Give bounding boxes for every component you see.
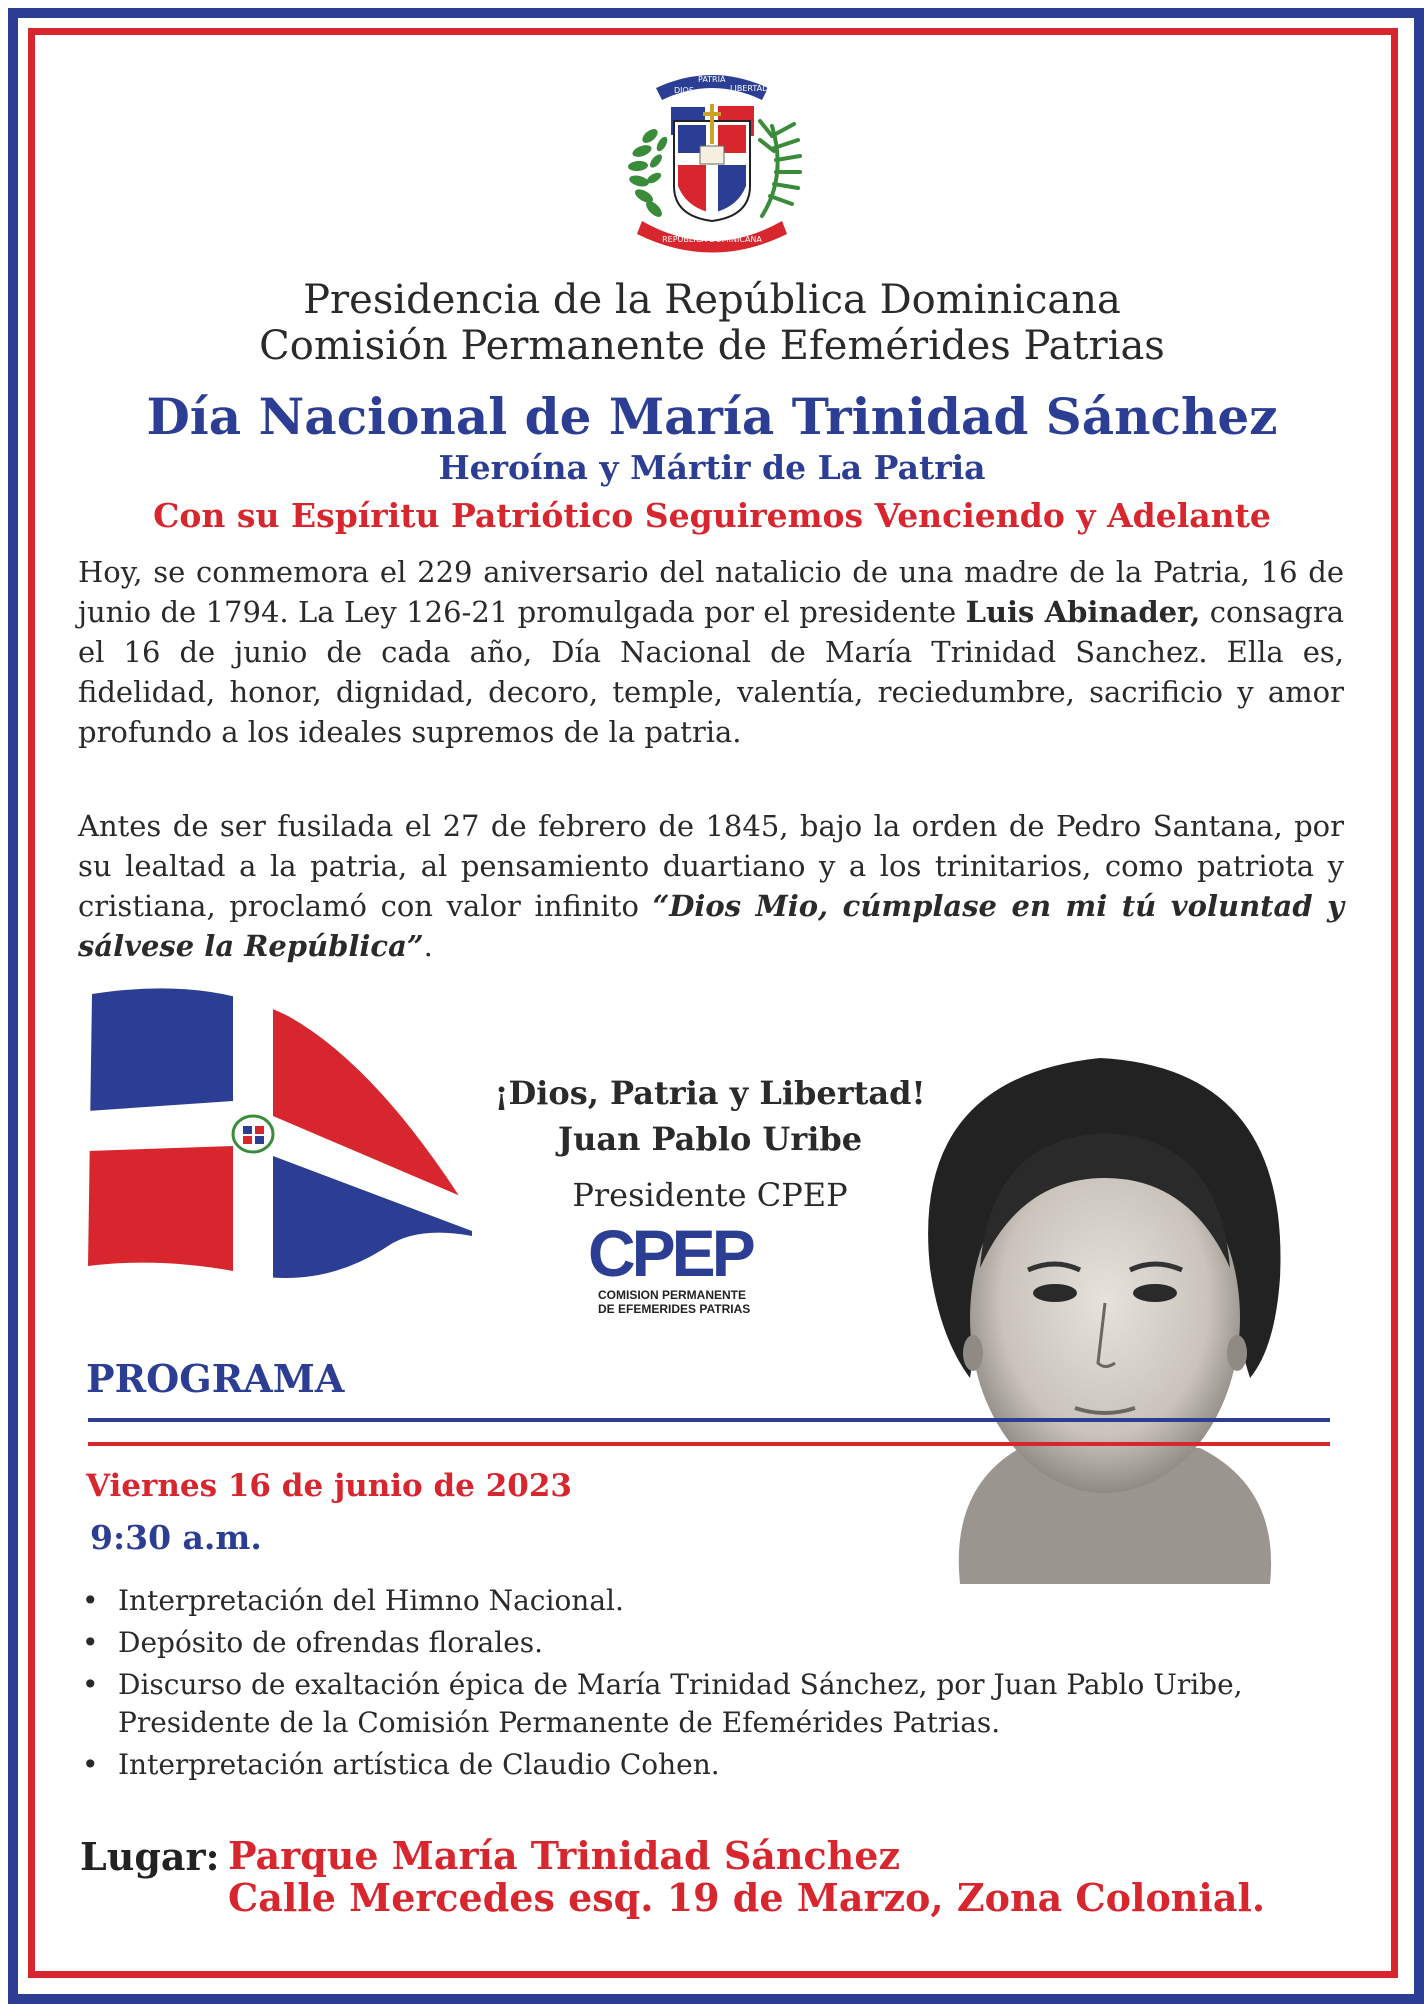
bullet-dot: •	[82, 1584, 99, 1617]
cpep-logo	[588, 1220, 788, 1316]
paragraph-execution-text: Antes de ser fusilada el 27 de febrero de 1845, bajo la orden de Pedro Santana, por su lealtad a la patria, al pensamiento duartiano y a los trinitarios, como patriota y cristiana, proclamó con valor infinito	[78, 809, 1344, 923]
dominican-flag-image	[88, 986, 472, 1306]
ribbon-text-libertad: LIBERTAD	[730, 84, 769, 93]
bullet-dot: •	[82, 1748, 99, 1781]
motto-text: ¡Dios, Patria y Libertad!	[494, 1074, 926, 1112]
cpep-logo-caption	[588, 1288, 788, 1316]
cpep-logo-letters	[588, 1220, 788, 1284]
program-item	[82, 1746, 1344, 1784]
location-park: Parque María Trinidad Sánchez	[228, 1833, 901, 1878]
program-list	[82, 1582, 1344, 1788]
program-item-text: Interpretación artística de Claudio Cohen.	[118, 1748, 720, 1781]
bullet-dot: •	[82, 1626, 99, 1659]
program-item	[82, 1582, 1344, 1620]
program-item	[82, 1666, 1344, 1742]
location-address: Calle Mercedes esq. 19 de Marzo, Zona Colonial.	[228, 1875, 1266, 1920]
cpep-logo-line1: COMISION PERMANENTE	[598, 1288, 747, 1302]
page-subtitle: Heroína y Mártir de La Patria	[438, 448, 986, 487]
program-time: 9:30 a.m.	[90, 1518, 262, 1557]
president-name: Luis Abinader,	[965, 595, 1201, 629]
divider-red	[88, 1442, 1330, 1446]
page-slogan: Con su Espíritu Patriótico Seguiremos Venciendo y Adelante	[153, 496, 1271, 535]
divider-blue	[88, 1418, 1330, 1422]
header-presidency: Presidencia de la República Dominicana	[303, 277, 1121, 323]
program-item	[82, 1624, 1344, 1662]
maria-trinidad-sanchez-portrait	[870, 1018, 1340, 1584]
program-item-text: Interpretación del Himno Nacional.	[118, 1584, 624, 1617]
paragraph-anniversary-text-b: consagra el 16 de junio de cada año, Día Nacional de María Trinidad Sanchez. Ella es, fidelidad, honor, dignidad, decoro, temple, valentía, reciedumbre, sacrificio y amor profundo a los ideales supremos de la patria.	[78, 595, 1344, 749]
program-date: Viernes 16 de junio de 2023	[86, 1468, 572, 1504]
location-label: Lugar:	[80, 1834, 220, 1879]
header-commission: Comisión Permanente de Efemérides Patrias	[259, 323, 1165, 369]
ribbon-text-republica: REPÚBLICA DOMINICANA	[662, 235, 762, 244]
signatory-name: Juan Pablo Uribe	[557, 1120, 863, 1158]
coat-of-arms-emblem	[612, 66, 812, 256]
paragraph-execution	[78, 806, 1344, 966]
page-title: Día Nacional de María Trinidad Sánchez	[146, 387, 1278, 446]
signatory-role: Presidente CPEP	[572, 1176, 848, 1214]
cpep-logo-text: CPEP	[588, 1220, 752, 1284]
paragraph-execution-end: .	[423, 929, 433, 963]
paragraph-anniversary-text-a: Hoy, se conmemora el 229 aniversario del natalicio de una madre de la Patria, 16 de junio de 1794. La Ley 126-21 promulgada por el presidente	[78, 555, 1344, 629]
program-item-text: Discurso de exaltación épica de María Trinidad Sánchez, por Juan Pablo Uribe, Presidente de la Comisión Permanente de Efemérides Patrias.	[118, 1668, 1243, 1739]
cpep-logo-line2: DE EFEMERIDES PATRIAS	[598, 1302, 751, 1316]
program-heading: PROGRAMA	[86, 1356, 345, 1401]
paragraph-anniversary	[78, 552, 1344, 752]
ribbon-text-patria: PATRIA	[698, 75, 726, 84]
bullet-dot: •	[82, 1668, 99, 1701]
program-item-text: Depósito de ofrendas florales.	[118, 1626, 544, 1659]
ribbon-text-dios: DIOS	[674, 86, 694, 95]
famous-quote: “Dios Mio, cúmplase en mi tú voluntad y sálvese la República”	[78, 889, 1344, 963]
